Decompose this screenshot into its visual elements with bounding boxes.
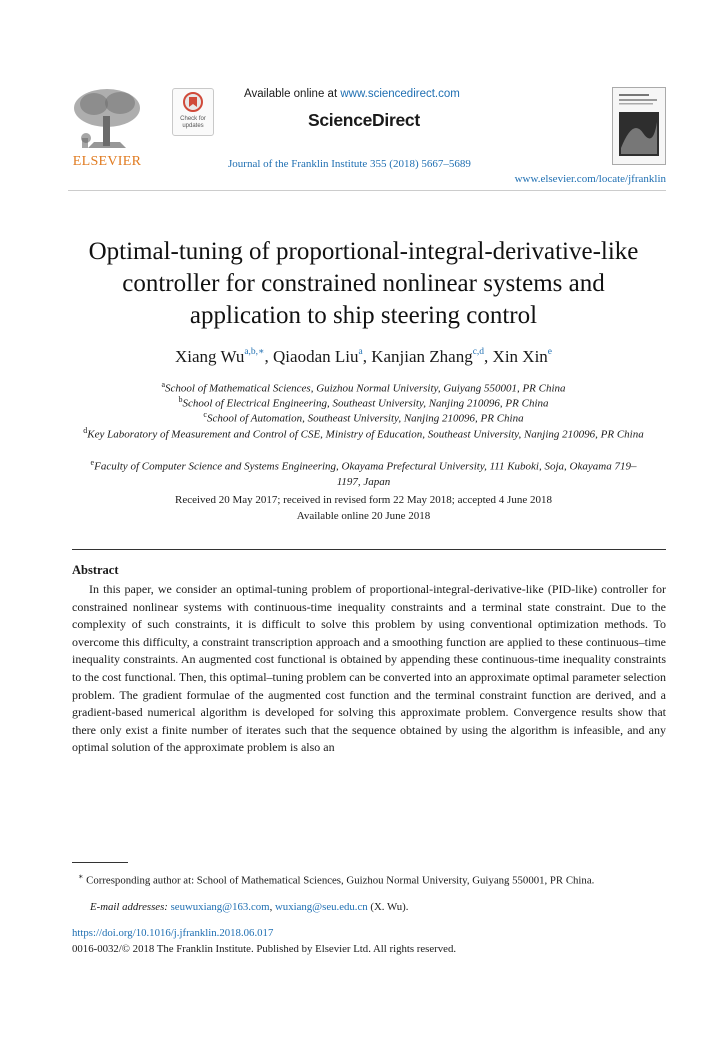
sciencedirect-link[interactable]: www.sciencedirect.com (340, 88, 460, 100)
publisher-name: ELSEVIER (72, 154, 142, 169)
affiliation-d (80, 423, 647, 443)
footnote-divider (72, 862, 128, 863)
affiliation-mark: b (178, 395, 183, 404)
title-line: Optimal-tuning of proportional-integral-derivative-like (88, 238, 639, 265)
abstract-divider (72, 549, 666, 550)
email-link[interactable]: seuwuxiang@163.com (170, 901, 270, 913)
author-separator: , (264, 347, 274, 366)
affiliation-mark: a (161, 380, 165, 389)
bookmark-icon (183, 92, 203, 114)
abstract-heading: Abstract (72, 563, 119, 577)
abstract-body: In this paper, we consider an optimal-tuning problem of proportional-integral-derivative-like (PID-like) controller for constrained nonlinear systems with continuous-time inequality constraints and a terminal state constraint. Due to the complexity of such constraints, it is difficult to solve this problem by using conventional optimization methods. To overcome this difficulty, a constraint transcription approach and a smoothing function are applied to these continuous–time inequality constraints. An augmented cost functional is obtained by appending these continuous-time inequality constraints to the cost functional. Then, this optimal–tuning problem can be converted into an approximate optimal parameter selection problem. The gradient formulae of the augmented cost function and the terminal constraint function are derived, and a gradient-based numerical algorithm is developed for solving this approximate problem. Convergence results show that there only exist a finite number of iterates such that the sequence obtained by using the algorithm is infeasible, and any optimal solution of the approximate problem is also an (72, 582, 666, 755)
corresponding-author-note (72, 869, 666, 889)
author-marks[interactable]: c,d (472, 347, 485, 358)
author-marks[interactable]: a,b,∗ (244, 347, 265, 358)
author-marks[interactable]: a (358, 347, 363, 358)
affiliation-mark: e (90, 458, 95, 467)
available-online-date: Available online 20 June 2018 (296, 510, 431, 522)
affiliation-text: School of Electrical Engineering, Southeast University, Nanjing 210096, PR China (182, 397, 549, 410)
available-prefix: Available online at (244, 88, 341, 100)
title-line: application to ship steering control (189, 302, 538, 329)
received-dates: Received 20 May 2017; received in revised form 22 May 2018; accepted 4 June 2018 (175, 494, 552, 506)
author-marks[interactable]: e (547, 347, 553, 358)
footnote-mark: ∗ (78, 872, 84, 881)
affiliation-text: School of Automation, Southeast University, Nanjing 210096, PR China (206, 412, 524, 425)
author-list (0, 347, 727, 367)
title-line: controller for constrained nonlinear systems and (122, 270, 605, 297)
author-name[interactable]: Qiaodan Liu (273, 347, 359, 366)
email-link[interactable]: wuxiang@seu.edu.cn (275, 901, 368, 913)
paper-title (40, 236, 687, 332)
available-online (244, 88, 460, 100)
author-name[interactable]: Kanjian Zhang (371, 347, 473, 366)
journal-cover-thumbnail[interactable] (612, 87, 666, 165)
copyright-notice: 0016-0032/© 2018 The Franklin Institute. Published by Elsevier Ltd. All rights reserved. (72, 943, 457, 955)
affiliation-text: Key Laboratory of Measurement and Control of CSE, Ministry of Education, Southeast University, Nanjing 210096, PR China (87, 428, 644, 441)
check-for-updates-badge[interactable] (172, 88, 214, 136)
check-badge-label: Check for updates (180, 116, 206, 129)
author-separator: , (484, 347, 493, 366)
affiliation-e (80, 455, 647, 491)
corresponding-text: Corresponding author at: School of Mathematical Sciences, Guizhou Normal University, Guiyang 550001, PR China. (86, 874, 595, 887)
journal-url[interactable]: www.elsevier.com/locate/jfranklin (514, 173, 666, 185)
email-addresses (90, 901, 408, 913)
author-name[interactable]: Xin Xin (492, 347, 548, 366)
email-label: E-mail addresses: (90, 901, 168, 913)
author-name[interactable]: Xiang Wu (174, 347, 245, 366)
affiliation-mark: c (203, 410, 207, 419)
affiliation-text: Faculty of Computer Science and Systems Engineering, Okayama Prefectural University, 111 Kuboki, Soja, Okayama 719–1197, Japan (94, 460, 637, 489)
doi-link[interactable]: https://doi.org/10.1016/j.jfranklin.2018.06.017 (72, 927, 274, 939)
journal-reference[interactable]: Journal of the Franklin Institute 355 (2018) 5667–5689 (228, 158, 471, 170)
affiliation-text: School of Mathematical Sciences, Guizhou Normal University, Guiyang 550001, PR China (165, 382, 566, 395)
affiliation-mark: d (83, 426, 88, 435)
email-suffix: (X. Wu). (367, 901, 409, 913)
email-separator: , (269, 901, 275, 913)
header-divider (68, 190, 666, 191)
article-dates (0, 492, 727, 524)
sciencedirect-brand: ScienceDirect (308, 110, 420, 130)
author-separator: , (362, 347, 372, 366)
